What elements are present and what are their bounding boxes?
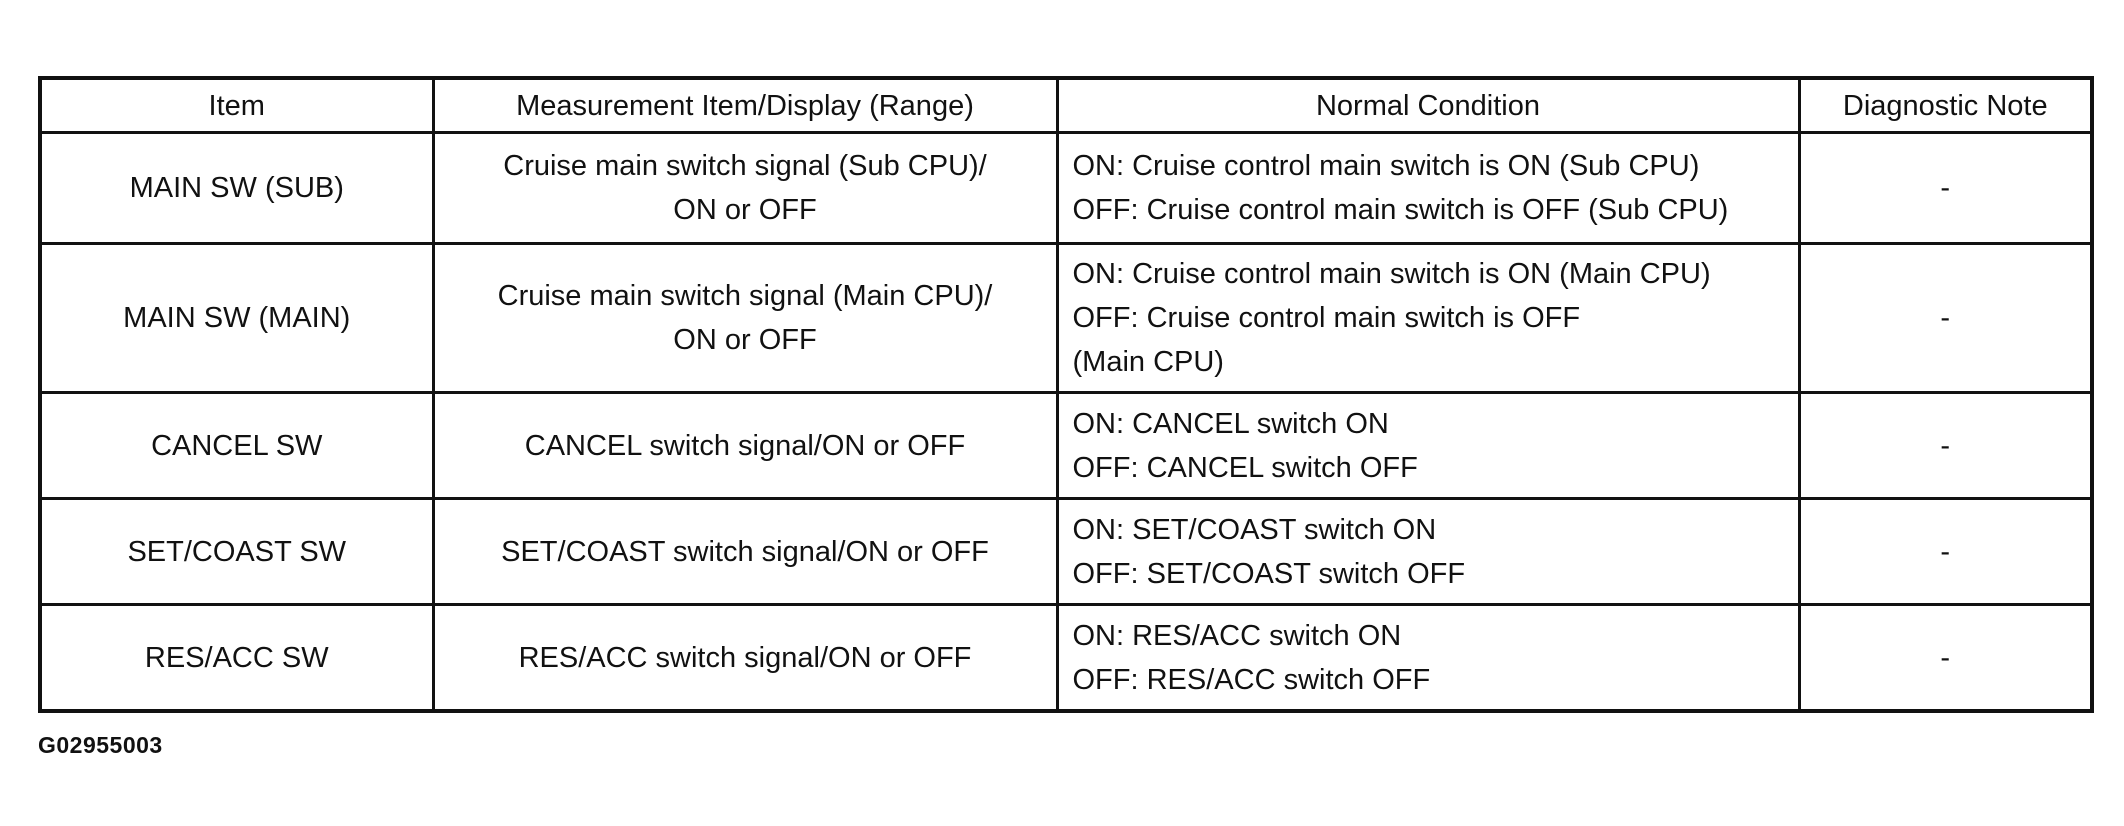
table-row — [40, 244, 2092, 393]
measurement-line: ON or OFF — [673, 194, 817, 226]
cell-measurement — [433, 605, 1057, 712]
figure-id-label: G02955003 — [38, 732, 163, 758]
cell-note: - — [1799, 244, 2092, 393]
cell-measurement — [433, 244, 1057, 393]
condition-line: ON: Cruise control main switch is ON (Main CPU) — [1072, 258, 1711, 290]
condition-line: ON: CANCEL switch ON — [1072, 407, 1389, 440]
cell-item: SET/COAST SW — [40, 499, 433, 605]
data-list-table — [38, 76, 2094, 713]
header-item: Item — [40, 78, 433, 133]
cell-condition — [1057, 499, 1799, 605]
measurement-line: ON or OFF — [673, 324, 817, 356]
condition-line: OFF: Cruise control main switch is OFF — [1072, 302, 1581, 334]
cell-measurement — [433, 393, 1057, 499]
cell-note: - — [1799, 133, 2092, 244]
cell-note: - — [1799, 605, 2092, 712]
cell-item: CANCEL SW — [40, 393, 433, 499]
measurement-line: CANCEL switch signal/ON or OFF — [524, 429, 966, 462]
measurement-line: Cruise main switch signal (Sub CPU)/ — [503, 150, 987, 182]
cell-measurement — [433, 133, 1057, 244]
header-normal-condition: Normal Condition — [1057, 78, 1799, 133]
cell-condition — [1057, 244, 1799, 393]
condition-line: ON: Cruise control main switch is ON (Sub CPU) — [1072, 150, 1700, 182]
condition-line: OFF: Cruise control main switch is OFF (Sub CPU) — [1072, 194, 1729, 226]
cell-item: MAIN SW (SUB) — [40, 133, 433, 244]
cell-condition — [1057, 133, 1799, 244]
cell-note: - — [1799, 499, 2092, 605]
cell-condition — [1057, 393, 1799, 499]
table-header-row — [40, 78, 2092, 133]
condition-line: ON: SET/COAST switch ON — [1072, 513, 1437, 546]
condition-line: (Main CPU) — [1072, 346, 1224, 378]
condition-line: ON: RES/ACC switch ON — [1072, 619, 1402, 652]
table-row — [40, 133, 2092, 244]
table-row — [40, 393, 2092, 499]
cell-measurement — [433, 499, 1057, 605]
measurement-line: RES/ACC switch signal/ON or OFF — [518, 641, 972, 674]
cell-condition — [1057, 605, 1799, 712]
condition-line: OFF: RES/ACC switch OFF — [1072, 663, 1431, 696]
table-row — [40, 605, 2092, 712]
cell-item: MAIN SW (MAIN) — [40, 244, 433, 393]
condition-line: OFF: CANCEL switch OFF — [1072, 451, 1418, 484]
cell-item: RES/ACC SW — [40, 605, 433, 712]
header-measurement: Measurement Item/Display (Range) — [433, 78, 1057, 133]
table-row — [40, 499, 2092, 605]
header-diagnostic-note: Diagnostic Note — [1799, 78, 2092, 133]
condition-line: OFF: SET/COAST switch OFF — [1072, 557, 1466, 590]
cell-note: - — [1799, 393, 2092, 499]
measurement-line: SET/COAST switch signal/ON or OFF — [501, 535, 989, 568]
measurement-line: Cruise main switch signal (Main CPU)/ — [497, 280, 993, 312]
